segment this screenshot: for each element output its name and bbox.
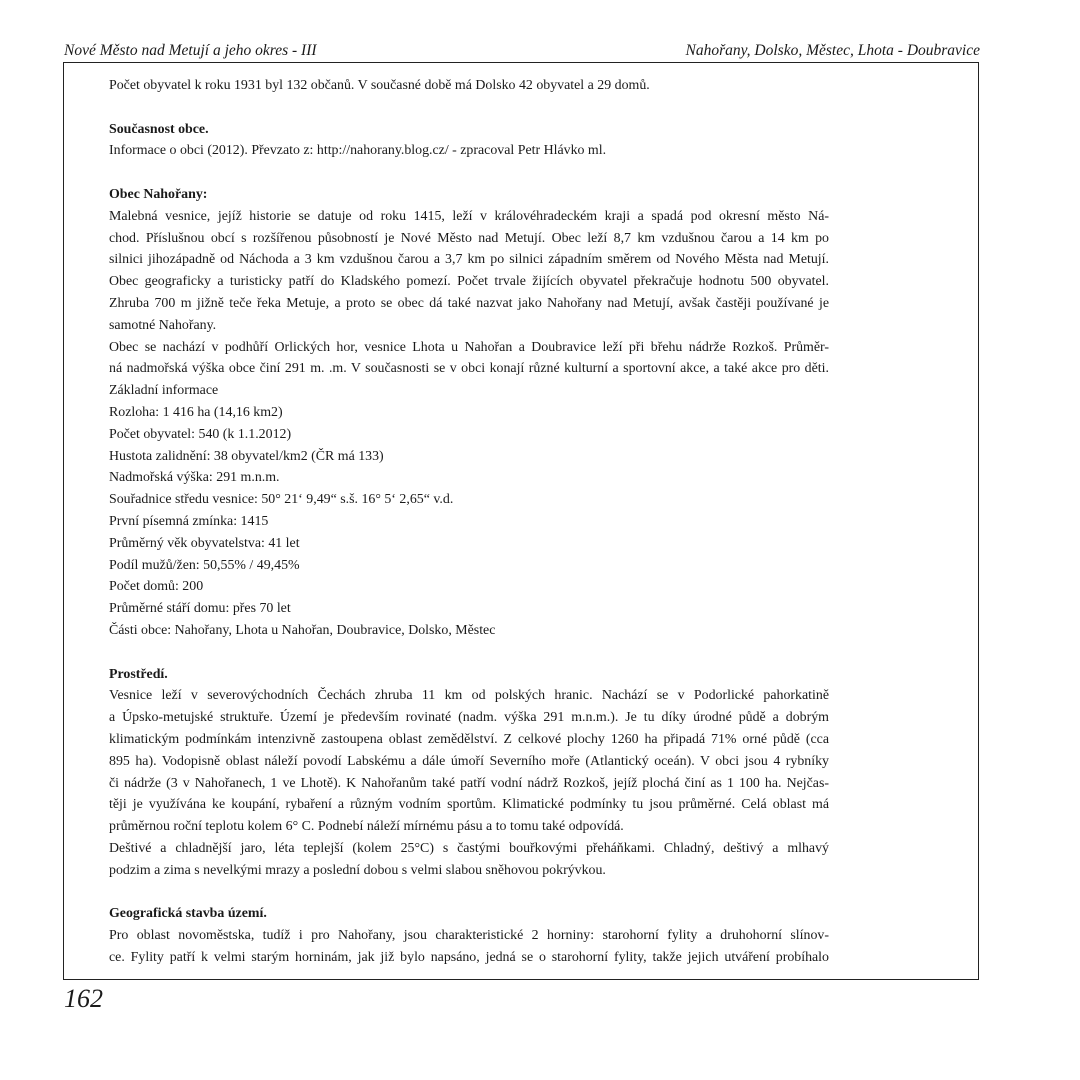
text-line: Malebná vesnice, jejíž historie se datuje od roku 1415, leží v královéhradeckém kraji a spadá pod okresní město Ná- [109,208,829,224]
fact-item: Počet domů: 200 [109,579,204,595]
text-line: či nádrže (3 v Nahořanech, 1 ve Lhotě). K Nahořanům také patří vodní nádrž Rozkoš, jejíž plochá činí as 1 100 ha. Nejčas- [109,775,829,791]
text-line: těji je využívána ke koupání, rybaření a různým vodním sportům. Klimatické podmínky tu jsou průměrné. Celá oblast má [109,797,829,813]
text-line: a Úpsko-metujské struktuře. Území je především rovinaté (nadm. výška 291 m.n.m.). Je tu díky úrodné půdě a dobrým [109,710,829,726]
text-line: Obec se nachází v podhůří Orlických hor, vesnice Lhota u Nahořan a Doubravice leží při břehu nádrže Rozkoš. Průměr- [109,339,829,355]
text-line: samotné Nahořany. [109,317,217,333]
fact-item: Hustota zalidnění: 38 obyvatel/km2 (ČR má 133) [109,448,384,464]
text-line: 895 ha). Vodopisně oblast náleží povodí Labskému a dále úmoří Severního moře (Atlantický oceán). V obci jsou 4 rybníky [109,753,829,769]
text-line: Deštivé a chladnější jaro, léta teplejší (kolem 25°C) s častými bouřkovými přeháňkami. Chladný, deštivý a mlhavý [109,840,829,856]
text-line: průměrnou roční teplotu kolem 6° C. Podnebí náleží mírnému pásu a to tomu také odpovídá. [109,819,624,835]
basic-info-label: Základní informace [109,383,219,399]
text-line: Zhruba 700 m jižně teče řeka Metuje, a proto se obec dá také nazvat jako Nahořany nad Metují, avšak častěji používané je [109,295,829,311]
heading-prostredi: Prostředí. [109,666,168,682]
page-content [109,75,829,969]
text-line: chod. Příslušnou obcí s rozšířenou působností je Nové Město nad Metují. Obec leží 8,7 km vzdušnou čarou a 14 km po [109,230,829,246]
text-line: ná nadmořská výška obce činí 291 m. .m. V současnosti se v obci konají různé kulturní a sportovní akce, a také akce pro děti. [109,361,829,377]
prostredi-paragraph [109,685,829,838]
header-right-title: Nahořany, Dolsko, Městec, Lhota - Doubravice [685,42,980,59]
heading-geografie: Geografická stavba území. [109,906,267,922]
fact-item: Průměrný věk obyvatelstva: 41 let [109,535,300,551]
obec-paragraph-2 [109,337,829,381]
soucasnost-paragraph: Informace o obci (2012). Převzato z: http://nahorany.blog.cz/ - zpracoval Petr Hlávko ml. [109,143,607,159]
fact-item: Rozloha: 1 416 ha (14,16 km2) [109,404,283,420]
text-line: Pro oblast novoměstska, tudíž i pro Nahořany, jsou charakteristické 2 horniny: starohorní fylity a druhohorní slínov- [109,928,829,944]
text-line: Obec geograficky a turisticky patří do Kladského pomezí. Počet trvale žijících obyvatel překračuje hodnotu 500 obyvatel. [109,274,829,290]
fact-item: Podíl mužů/žen: 50,55% / 49,45% [109,557,300,573]
prostredi-paragraph-2 [109,838,829,882]
fact-item: Nadmořská výška: 291 m.n.m. [109,470,280,486]
header-left-title: Nové Město nad Metují a jeho okres - III [64,42,317,59]
fact-item: Průměrné stáří domu: přes 70 let [109,601,291,617]
running-header [64,40,980,60]
intro-paragraph: Počet obyvatel k roku 1931 byl 132 občanů. V současné době má Dolsko 42 obyvatel a 29 domů. [109,78,650,93]
text-line: silnici jihozápadně od Náchoda a 3 km vzdušnou čarou a 3,7 km po silnici západním směrem od Nového Města nad Metují. [109,252,829,268]
fact-item: První písemná zmínka: 1415 [109,513,269,529]
text-frame [63,62,979,980]
text-line: Vesnice leží v severovýchodních Čechách zhruba 11 km od polských hranic. Nachází se v Podorlické pahorkatině [109,688,829,704]
heading-obec: Obec Nahořany: [109,186,208,202]
text-line: klimatickým podmínkám intenzivně zastoupena oblast zemědělství. Z celkové plochy 1260 ha připadá 71% orné půdě (cca [109,731,829,747]
text-line: podzim a zima s nevelkými mrazy a poslední dobou s velmi slabou sněhovou pokrývkou. [109,862,606,878]
heading-soucasnost: Současnost obce. [109,121,209,137]
fact-item: Počet obyvatel: 540 (k 1.1.2012) [109,426,292,442]
facts-list [109,402,829,642]
fact-item: Souřadnice středu vesnice: 50° 21‘ 9,49“ s.š. 16° 5‘ 2,65“ v.d. [109,492,454,508]
text-line: ce. Fylity patří k velmi starým horninám, jak již bylo napsáno, jedná se o starohorní fylity, takže jejich utváření probíhalo [109,949,829,965]
fact-item: Části obce: Nahořany, Lhota u Nahořan, Doubravice, Dolsko, Městec [109,622,496,638]
geografie-paragraph [109,925,829,969]
obec-paragraph [109,206,829,337]
page-number: 162 [64,984,103,1013]
